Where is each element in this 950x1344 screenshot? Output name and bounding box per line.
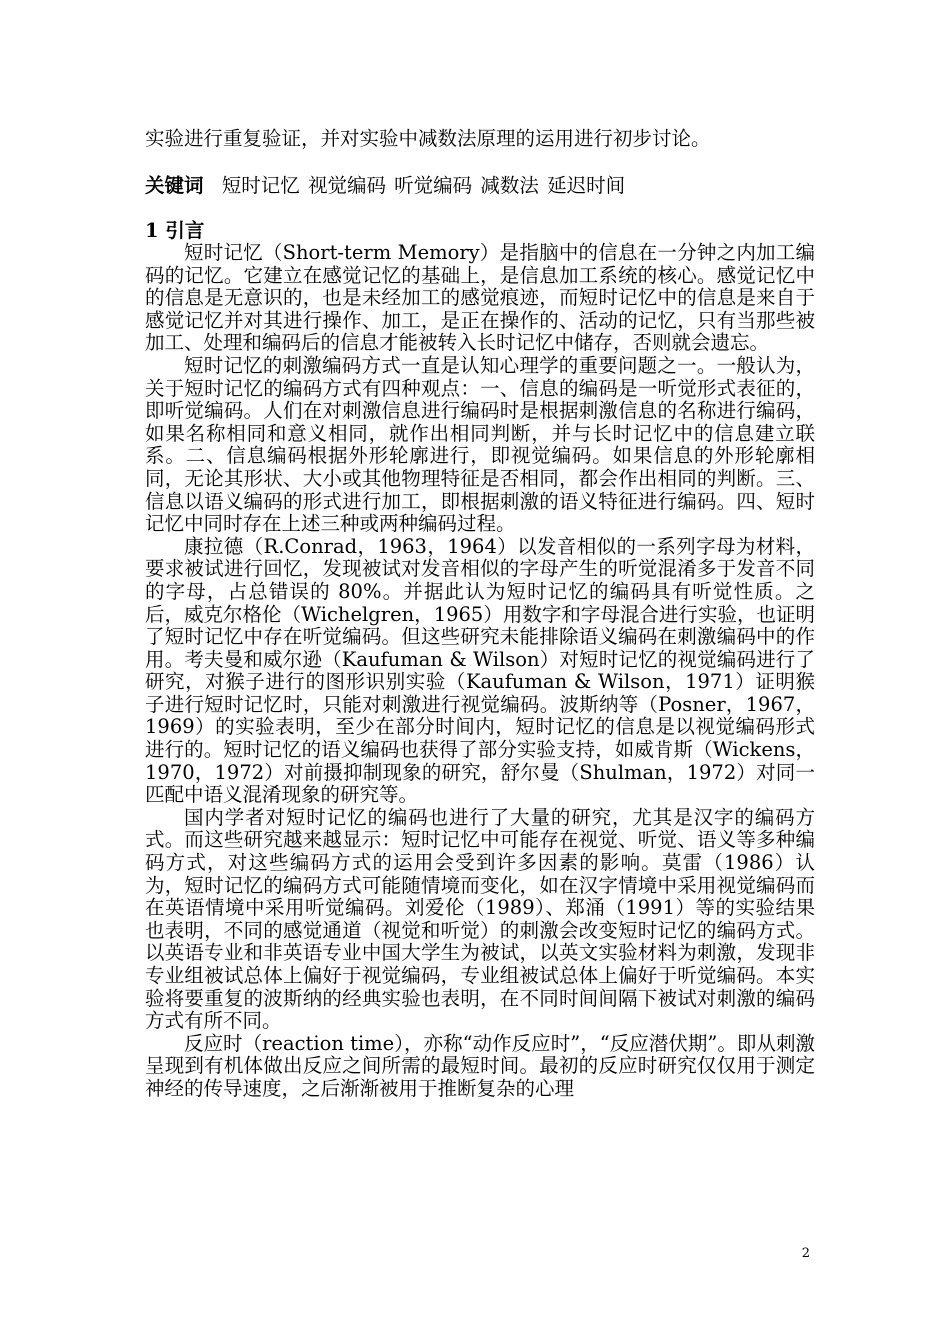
keyword: 延迟时间	[547, 174, 626, 197]
paragraph: 短时记忆（Short-term Memory）是指脑中的信息在一分钟之内加工编码的记忆。它建立在感觉记忆的基础上，是信息加工系统的核心。感觉记忆中的信息是无意识的，也是未经加工的感觉痕迹，而短时记忆中的信息是来自于感觉记忆并对其进行操作、加工，是正在操作的、活动的记忆，只有当那些被加工、处理和编码后的信息才能被转入长时记忆中储存，否则就会遗忘。	[145, 241, 815, 355]
keyword: 减数法	[480, 174, 539, 197]
paragraph: 短时记忆的刺激编码方式一直是认知心理学的重要问题之一。一般认为，关于短时记忆的编码方式有四种观点：一、信息的编码是一听觉形式表征的，即听觉编码。人们在对刺激信息进行编码时是根据刺激信息的名称进行编码，如果名称相同和意义相同，就作出相同判断，并与长时记忆中的信息建立联系。二、信息编码根据外形轮廓进行，即视觉编码。如果信息的外形轮廓相同，无论其形状、大小或其他物理特征是否相同，都会作出相同的判断。三、信息以语义编码的形式进行加工，即根据刺激的语义特征进行编码。四、短时记忆中同时存在上述三种或两种编码过程。	[145, 353, 815, 536]
body-text	[145, 242, 815, 1101]
keyword: 短时记忆	[221, 174, 300, 197]
keyword: 视觉编码	[307, 174, 386, 197]
page-number: 2	[801, 1246, 810, 1261]
section-heading: 1 引言	[145, 219, 205, 242]
keywords-label: 关键词	[145, 174, 204, 197]
keywords-line	[145, 172, 815, 200]
keyword: 听觉编码	[394, 174, 473, 197]
paragraph: 康拉德（R.Conrad，1963，1964）以发音相似的一系列字母为材料，要求被试进行回忆，发现被试对发音相似的字母产生的听觉混淆多于发音不同的字母，占总错误的 80%。并据此认为短时记忆的编码具有听觉性质。之后，威克尔格伦（Wichelgren，1965）用数字和字母混合进行实验，也证明了短时记忆中存在听觉编码。但这些研究未能排除语义编码在刺激编码中的作用。考夫曼和威尔逊（Kaufuman & Wilson）对短时记忆的视觉编码进行了研究，对猴子进行的图形识别实验（Kaufuman & Wilson，1971）证明猴子进行短时记忆时，只能对刺激进行视觉编码。波斯纳等（Posner，1967，1969）的实验表明，至少在部分时间内，短时记忆的信息是以视觉编码形式进行的。短时记忆的语义编码也获得了部分实验支持，如威肯斯（Wickens，1970，1972）对前摄抑制现象的研究，舒尔曼（Shulman，1972）对同一匹配中语义混淆现象的研究等。	[145, 534, 815, 807]
paragraph: 反应时（reaction time），亦称“动作反应时”，“反应潜伏期”。即从刺激呈现到有机体做出反应之间所需的最短时间。最初的反应时研究仅仅用于测定神经的传导速度，之后渐渐被用于推断复杂的心理	[145, 1031, 815, 1100]
abstract-closing-line: 实验进行重复验证，并对实验中减数法原理的运用进行初步讨论。	[145, 127, 711, 150]
paragraph: 国内学者对短时记忆的编码也进行了大量的研究，尤其是汉字的编码方式。而这些研究越来越显示：短时记忆中可能存在视觉、听觉、语义等多种编码方式，对这些编码方式的运用会受到许多因素的影响。莫雷（1986）认为，短时记忆的编码方式可能随情境而变化，如在汉字情境中采用视觉编码而在英语情境中采用听觉编码。刘爱伦（1989）、郑涌（1991）等的实验结果也表明，不同的感觉通道（视觉和听觉）的刺激会改变短时记忆的编码方式。以英语专业和非英语专业中国大学生为被试，以英文实验材料为刺激，发现非专业组被试总体上偏好于视觉编码，专业组被试总体上偏好于听觉编码。本实验将要重复的波斯纳的经典实验也表明，在不同时间间隔下被试对刺激的编码方式有所不同。	[145, 805, 815, 1033]
